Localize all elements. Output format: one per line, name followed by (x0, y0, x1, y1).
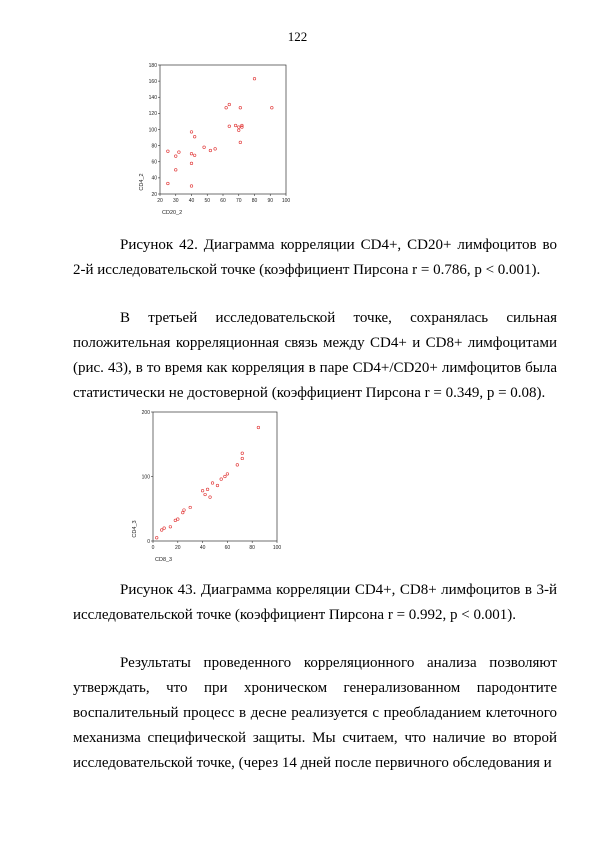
chart1-x-tick-label: 30 (172, 198, 179, 204)
chart2-data-point (174, 519, 177, 522)
chart1-x-tick-label: 90 (267, 198, 274, 204)
chart1-data-point (225, 106, 228, 109)
chart2-data-point (181, 511, 184, 514)
chart2-x-tick-label: 20 (175, 545, 181, 551)
chart2-data-point (189, 506, 192, 509)
chart1-x-tick-label: 80 (251, 198, 258, 204)
page-number: 122 (287, 29, 308, 44)
chart2-data-point (177, 518, 180, 521)
chart1-data-point (271, 106, 274, 109)
chart2-x-tick-label: 40 (199, 545, 206, 551)
chart2-data-point (211, 482, 214, 485)
figure-42-caption: Рисунок 42. Диаграмма корреляции CD4+, CD20+ лимфоцитов во 2-й исследовательской точке (коэффициент Пирсона r = 0.786, p < 0.001). (73, 237, 557, 278)
chart2-x-axis-label: CD8_3 (155, 557, 173, 563)
chart2-data-point (163, 527, 166, 530)
chart1-x-axis-label: CD20_2 (162, 210, 183, 216)
chart2-y-tick-label: 0 (147, 538, 150, 545)
chart2-data-point (241, 457, 244, 460)
chart2-data-point (236, 464, 239, 467)
chart1-plot-frame (160, 65, 286, 194)
chart1-data-point (253, 77, 256, 80)
chart1-y-tick-label: 160 (148, 78, 157, 85)
chart1-y-tick-label: 120 (148, 111, 157, 118)
chart1-data-point (237, 129, 240, 132)
chart1-data-point (228, 103, 231, 106)
chart1-data-point (239, 141, 242, 144)
chart1-y-tick-label: 20 (151, 191, 157, 198)
paragraph-third-point: В третьей исследовательской точке, сохранялась сильная положительная корреляционная связь между CD4+ и CD8+ лимфоцитами (рис. 43), в то время как корреляция в паре CD4+/CD20+ лимфоцитов была статистически не достоверной (коэффициент Пирсона r = 0.349, p = 0.08). (73, 310, 557, 401)
scatter-chart-1-svg (130, 58, 300, 223)
chart2-data-point (241, 452, 244, 455)
chart2-data-point (155, 536, 158, 539)
chart1-data-point (190, 131, 193, 134)
chart1-data-point (214, 148, 217, 151)
chart1-data-point (190, 152, 193, 155)
chart2-x-tick-label: 0 (151, 545, 155, 551)
chart1-data-point (174, 155, 177, 158)
chart2-data-point (216, 484, 219, 487)
chart1-data-point (167, 182, 170, 185)
chart2-y-axis-label: CD4_3 (132, 520, 138, 538)
chart1-y-tick-label: 100 (148, 127, 157, 134)
paragraph-conclusion: Результаты проведенного корреляционного анализа позволяют утверждать, что при хроническом генерализованном пародонтите воспалительный процесс в десне реализуется с преобладанием клеточного механизма специфической защиты. Мы считаем, что наличие во второй исследовательской точке, (через 14 дней после первичного обследования и (73, 655, 557, 771)
chart1-data-point (193, 135, 196, 138)
chart1-data-point (239, 106, 242, 109)
chart1-data-point (237, 126, 240, 129)
scatter-chart-cd4-cd20 (130, 58, 300, 223)
scatter-chart-2-svg (125, 402, 290, 572)
chart1-y-tick-label: 180 (148, 62, 157, 69)
chart1-data-point (203, 146, 206, 149)
chart2-data-point (183, 509, 186, 512)
chart2-x-tick-label: 60 (224, 545, 231, 551)
chart2-data-point (160, 529, 163, 532)
chart2-data-point (209, 496, 212, 499)
chart1-data-point (190, 185, 193, 188)
chart1-data-point (174, 169, 177, 172)
chart1-data-point (167, 150, 170, 153)
chart1-x-tick-label: 60 (220, 198, 226, 204)
chart1-y-tick-label: 40 (151, 175, 157, 182)
chart1-data-point (190, 162, 193, 165)
chart2-data-point (169, 526, 172, 529)
chart1-data-point (241, 126, 244, 129)
chart1-y-tick-label: 140 (148, 95, 157, 102)
chart2-data-point (220, 478, 223, 481)
chart1-y-tick-label: 80 (151, 143, 157, 150)
chart2-y-tick-label: 100 (141, 474, 150, 481)
chart2-data-point (206, 488, 209, 491)
chart1-data-point (228, 125, 231, 128)
chart1-x-tick-label: 40 (188, 198, 195, 204)
chart1-x-tick-label: 20 (157, 198, 163, 204)
chart1-y-tick-label: 60 (151, 159, 157, 166)
chart1-data-point (234, 124, 237, 127)
chart2-data-point (224, 475, 227, 478)
chart2-x-tick-label: 80 (249, 545, 255, 551)
figure-43-caption: Рисунок 43. Диаграмма корреляции CD4+, CD8+ лимфоцитов в 3-й исследовательской точке (коэффициент Пирсона r = 0.992, p < 0.001). (73, 582, 557, 623)
chart1-x-tick-label: 50 (204, 198, 211, 204)
chart2-data-point (204, 493, 207, 496)
chart1-data-point (209, 149, 212, 152)
chart1-x-tick-label: 70 (235, 198, 242, 204)
chart1-data-point (193, 154, 196, 157)
chart2-plot-frame (153, 412, 277, 541)
chart1-x-tick-label: 100 (281, 198, 291, 204)
chart2-data-point (257, 426, 260, 429)
scatter-chart-cd4-cd8 (125, 402, 290, 572)
chart2-y-tick-label: 200 (141, 409, 150, 416)
chart2-x-tick-label: 100 (272, 545, 282, 551)
chart1-y-axis-label: CD4_2 (139, 173, 145, 191)
chart1-data-point (178, 151, 181, 154)
chart2-data-point (201, 489, 204, 492)
chart2-data-point (226, 473, 229, 476)
